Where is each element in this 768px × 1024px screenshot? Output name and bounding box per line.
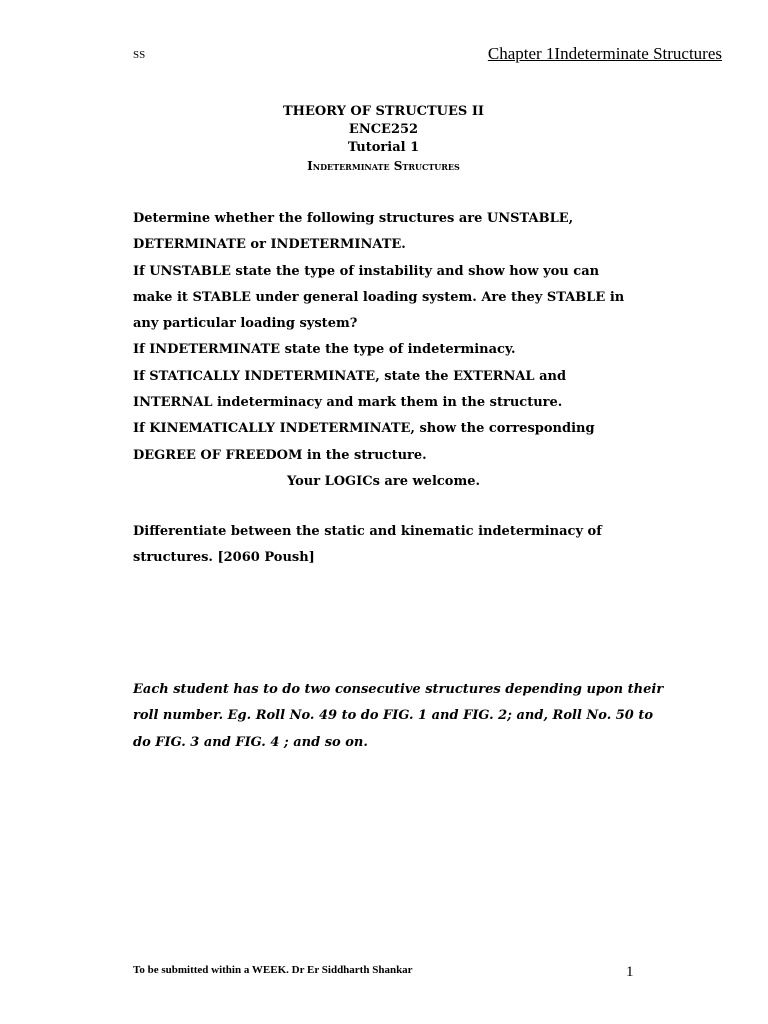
instruction-line: If KINEMATICALLY INDETERMINATE, show the corresponding [133,421,595,437]
instruction-line: If STATICALLY INDETERMINATE, state the EXTERNAL and [133,368,567,384]
question-block [133,519,653,572]
tutorial-topic: Indeterminate Structures [307,159,460,173]
question-line: structures. [2060 Poush] [133,550,315,566]
instruction-line: make it STABLE under general loading system. Are they STABLE in [133,289,625,305]
assignment-note [133,677,664,756]
assignment-line: roll number. Eg. Roll No. 49 to do FIG. 1 and FIG. 2; and, Roll No. 50 to [133,708,654,724]
title-block [133,103,634,175]
tutorial-label: Tutorial 1 [347,140,420,155]
course-code: ENCE252 [348,122,419,137]
header-initials: SS [133,49,146,61]
course-title: THEORY OF STRUCTUES II [282,104,485,119]
assignment-line: Each student has to do two consecutive structures depending upon their [133,682,664,697]
question-line: Differentiate between the static and kinematic indeterminacy of [133,524,602,539]
footer-note: To be submitted within a WEEK. Dr Er Siddharth Shankar [133,964,413,976]
assignment-line: do FIG. 3 and FIG. 4 ; and so on. [133,734,368,750]
page-number: 1 [626,964,634,980]
instruction-line: Determine whether the following structures are UNSTABLE, [133,211,574,226]
closing-line: Your LOGICs are welcome. [286,473,481,489]
instruction-line: If UNSTABLE state the type of instability and show how you can [133,263,600,279]
instructions-block [133,206,653,495]
instruction-line: any particular loading system? [133,316,358,332]
instruction-line: If INDETERMINATE state the type of indeterminacy. [133,342,516,358]
instruction-line: INTERNAL indeterminacy and mark them in the structure. [133,395,563,411]
instruction-line: DEGREE OF FREEDOM in the structure. [133,447,427,463]
instruction-line: DETERMINATE or INDETERMINATE. [133,237,406,253]
header-chapter-title: Chapter 1Indeterminate Structures [487,44,722,63]
